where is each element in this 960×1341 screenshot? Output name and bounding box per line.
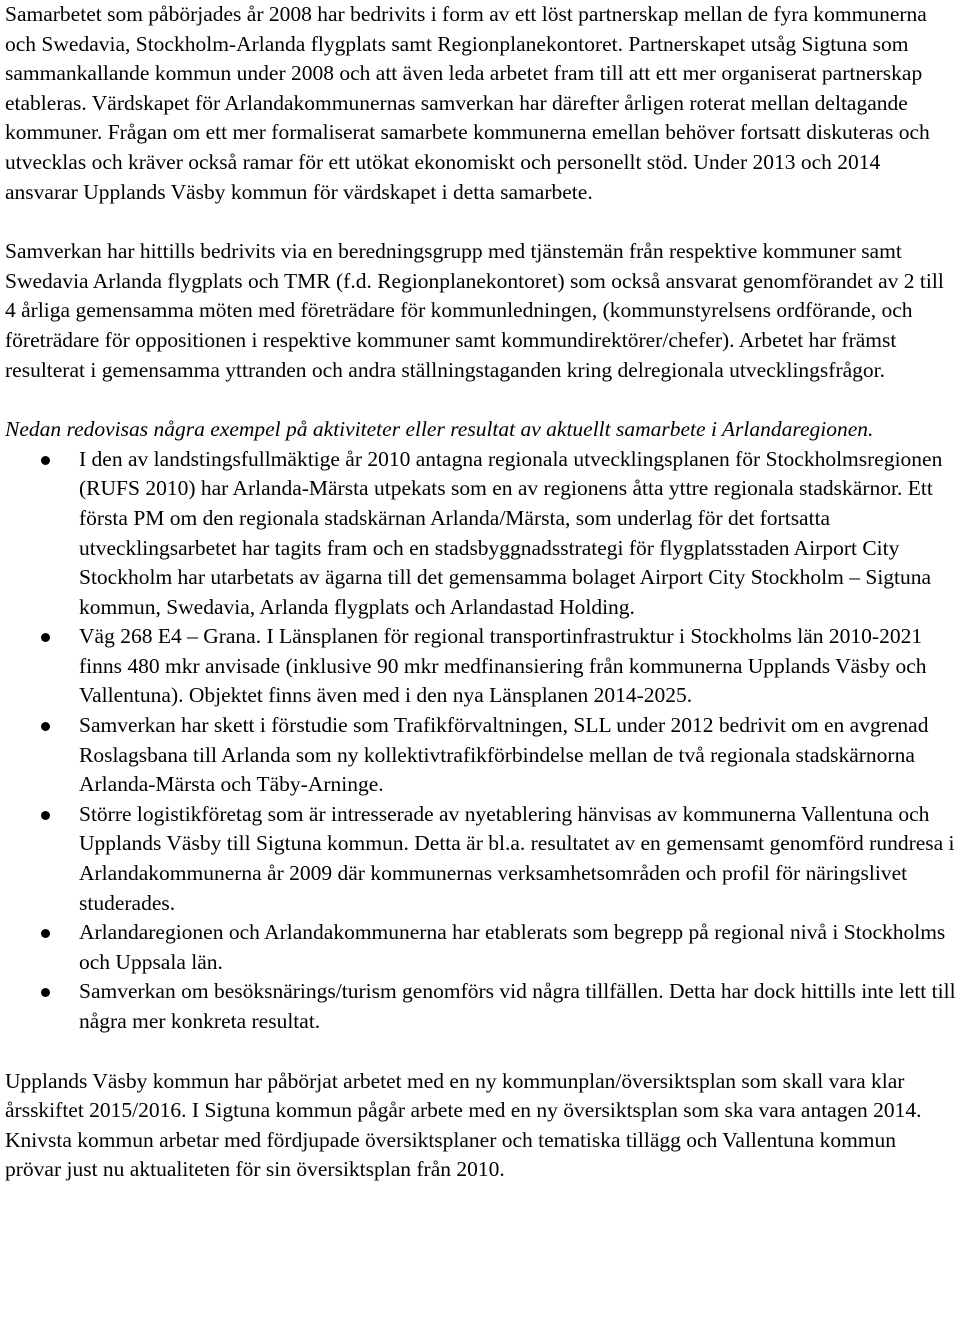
bullet-item-arlandaregionen (5, 918, 956, 977)
bullet-text: Samverkan har skett i förstudie som Trafikförvaltningen, SLL under 2012 bedrivit om en avgrenad Roslagsbana till Arlanda som ny kollektivtrafikförbindelse mellan de två regionala stadskärnorna Arlanda-Märsta och Täby-Arninge. (79, 713, 929, 797)
bullet-item-rufs (5, 445, 956, 623)
paragraph-spacer (5, 1037, 956, 1067)
paragraph-partnership-history: Samarbetet som påbörjades år 2008 har bedrivits i form av ett löst partnerskap mellan de fyra kommunerna och Swedavia, Stockholm-Arlanda flygplats samt Regionplanekontoret. Partnerskapet utsåg Sigtuna som sammankallande kommun under 2008 och att även leda arbetet fram till att ett mer organiserat partnerskap etableras. Värdskapet för Arlandakommunernas samverkan har därefter årligen roterat mellan deltagande kommuner. Frågan om ett mer formaliserat samarbete kommunerna emellan behöver fortsatt diskuteras och utvecklas och kräver också ramar för ett utökat ekonomiskt och personellt stöd. Under 2013 och 2014 ansvarar Upplands Väsby kommun för värdskapet i detta samarbete. (5, 2, 930, 204)
bullet-text: Väg 268 E4 – Grana. I Länsplanen för regional transportinfrastruktur i Stockholms län 2010-2021 finns 480 mkr anvisade (inklusive 90 mkr medfinansiering från kommunerna Upplands Väsby och Vallentuna). Objektet finns även med i den nya Länsplanen 2014-2025. (79, 624, 927, 708)
paragraph-spacer (5, 385, 956, 415)
bullet-text: Arlandaregionen och Arlandakommunerna har etablerats som begrepp på regional nivå i Stockholms och Uppsala län. (79, 920, 946, 974)
bullet-item-road-268 (5, 622, 956, 711)
bullet-dot-icon (41, 811, 50, 820)
bullet-item-logistics (5, 800, 956, 918)
bullet-item-tourism (5, 977, 956, 1036)
bullet-dot-icon (41, 456, 50, 465)
bullet-dot-icon (41, 929, 50, 938)
bullet-item-roslagsbana (5, 711, 956, 800)
paragraph-cooperation-structure: Samverkan har hittills bedrivits via en beredningsgrupp med tjänstemän från respektive kommuner samt Swedavia Arlanda flygplats och TMR (f.d. Regionplanekontoret) som också ansvarat genomförandet av 2 till 4 årliga gemensamma möten med företrädare för kommunledningen, (kommunstyrelsens ordförande, och företrädare för oppositionen i respektive kommuner samt kommundirektörer/chefer). Arbetet har främst resulterat i gemensamma yttranden och andra ställningstaganden kring delregionala utvecklingsfrågor. (5, 239, 944, 382)
bullet-text: Samverkan om besöksnärings/turism genomförs vid några tillfällen. Detta har dock hittills inte lett till några mer konkreta resultat. (79, 979, 956, 1033)
bullet-dot-icon (41, 988, 50, 997)
bullet-dot-icon (41, 633, 50, 642)
paragraph-examples-intro: Nedan redovisas några exempel på aktiviteter eller resultat av aktuellt samarbete i Arlandaregionen. (5, 417, 874, 442)
paragraph-comprehensive-plans: Upplands Väsby kommun har påbörjat arbetet med en ny kommunplan/översiktsplan som skall vara klar årsskiftet 2015/2016. I Sigtuna kommun pågår arbete med en ny översiktsplan som ska vara antagen 2014. Knivsta kommun arbetar med fördjupade översiktsplaner och tematiska tillägg och Vallentuna kommun prövar just nu aktualiteten för sin översiktsplan från 2010. (5, 1068, 922, 1182)
examples-bullet-list (5, 445, 956, 1037)
paragraph-spacer (5, 207, 956, 237)
bullet-dot-icon (41, 722, 50, 731)
bullet-text: I den av landstingsfullmäktige år 2010 antagna regionala utvecklingsplanen för Stockholmsregionen (RUFS 2010) har Arlanda-Märsta utpekats som en av regionens åtta yttre regionala stadskärnor. Ett första PM om den regionala stadskärnan Arlanda/Märsta, som underlag för det fortsatta utvecklingsarbetet har tagits fram och en stadsbyggnadsstrategi för flygplatsstaden Airport City Stockholm har utarbetats av ägarna till det gemensamma bolaget Airport City Stockholm – Sigtuna kommun, Swedavia, Arlanda flygplats och Arlandastad Holding. (79, 446, 943, 619)
bullet-text: Större logistikföretag som är intresserade av nyetablering hänvisas av kommunerna Vallentuna och Upplands Väsby till Sigtuna kommun. Detta är bl.a. resultatet av en gemensamt genomförd rundresa i Arlandakommunerna år 2009 där kommunernas verksamhetsområden och profil för näringslivet studerades. (79, 801, 955, 915)
